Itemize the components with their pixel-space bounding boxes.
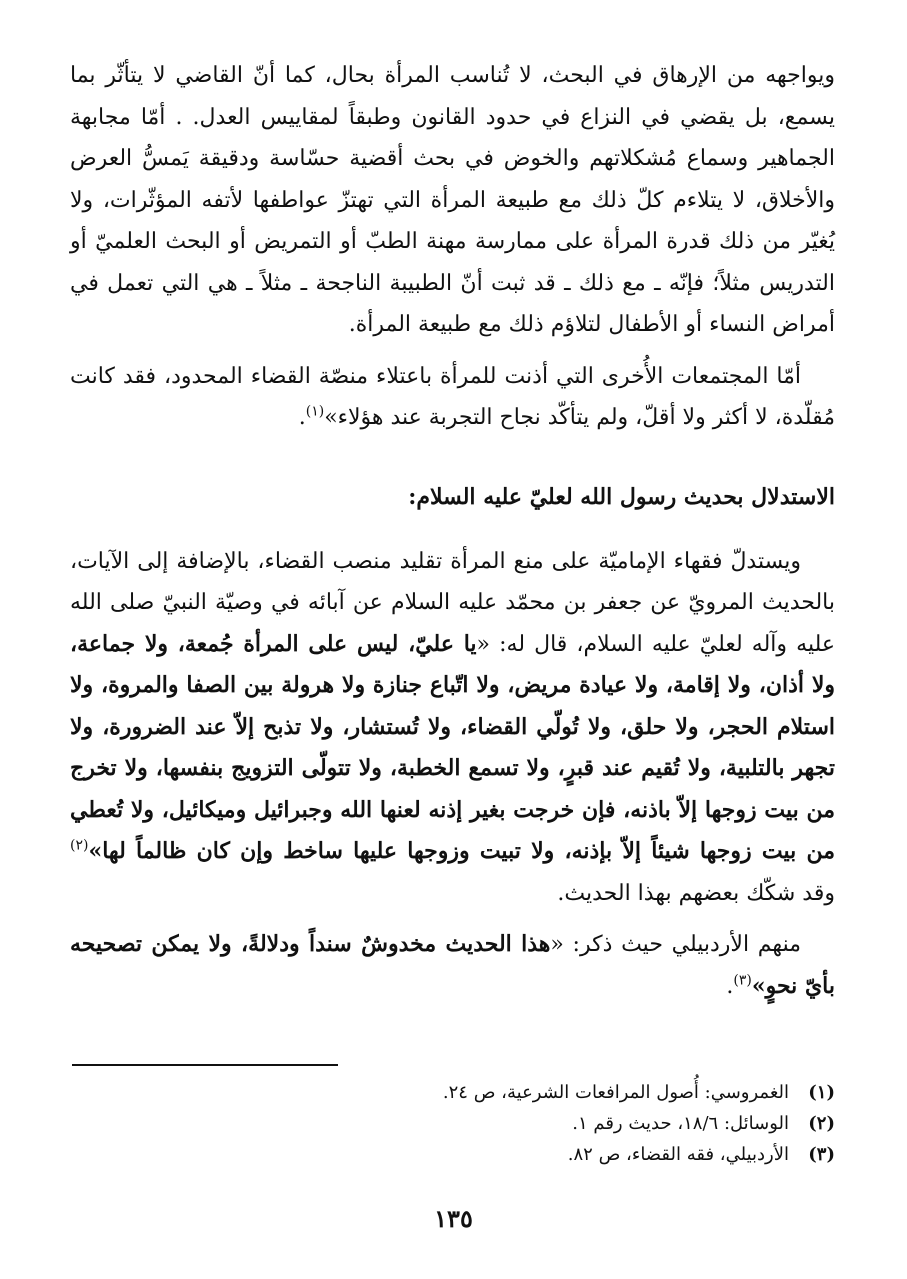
page-body: [70, 55, 835, 1007]
paragraph-2-text: أمّا المجتمعات الأُخرى التي أذنت للمرأة باعتلاء منصّة القضاء المحدود، فقد كانت مُقلّدة، لا أكثر ولا أقلّ، ولم يتأكّد نجاح التجربة عند هؤلاء»: [70, 363, 835, 430]
paragraph-2-end: .: [298, 405, 306, 430]
ardabili-quote: هذا الحديث مخدوشٌ سنداً ودلالةً، ولا يمكن تصحيحه بأيّ نحوٍ»: [70, 931, 835, 999]
footnote-ref-3[interactable]: (٣): [733, 972, 752, 989]
footnote-ref-2[interactable]: (٢): [70, 837, 89, 854]
page-number: ١٣٥: [434, 1204, 473, 1233]
footnote-2: [72, 1108, 835, 1139]
footnote-ref-1[interactable]: (١): [305, 403, 325, 420]
paragraph-3-text: ويستدلّ فقهاء الإماميّة على منع المرأة تقليد منصب القضاء، بالإضافة إلى الآيات، بالحديث المرويّ عن جعفر بن محمّد عليه السلام عن آبائه في وصيّة النبيّ صلى الله عليه وآله لعليّ عليه السلام، قال له: «: [70, 548, 835, 657]
paragraph-3-end: وقد شكّك بعضهم بهذا الحديث.: [557, 880, 835, 906]
hadith-quote: يا عليّ، ليس على المرأة جُمعة، ولا جماعة، ولا أذان، ولا إقامة، ولا عيادة مريض، ولا اتّباع جنازة ولا هرولة بين الصفا والمروة، ولا استلام الحجر، ولا حلق، ولا تُولّي القضاء، ولا تُستشار، ولا تذبح إلاّ عند الضرورة، ولا تجهر بالتلبية، ولا تُقيم عند قبرٍ، ولا تسمع الخطبة، ولا تتولّى التزويج بنفسها، ولا تخرج من بيت زوجها إلاّ باذنه، فإن خرجت بغير إذنه لعنها الله وجبرائيل وميكائيل، ولا تُعطي من بيت زوجها شيئاً إلاّ بإذنه، ولا تبيت وزوجها عليها ساخط وإن كان ظالماً لها»: [70, 630, 835, 864]
paragraph-2: [70, 356, 835, 439]
footnotes: [72, 1077, 835, 1170]
footnote-text: الغمروسي: أُصول المرافعات الشرعية، ص ٢٤.: [442, 1082, 789, 1103]
footnote-text: الوسائل: ١٨/٦، حديث رقم ١.: [572, 1113, 789, 1134]
footnote-text: الأردبيلي، فقه القضاء، ص ٨٢.: [567, 1144, 789, 1165]
footnote-1: [72, 1077, 835, 1108]
paragraph-4: [70, 924, 835, 1007]
footnote-number: (٣): [808, 1144, 835, 1165]
section-heading: الاستدلال بحديث رسول الله لعليّ عليه السلام:: [408, 483, 835, 510]
footnote-number: (١): [808, 1082, 835, 1103]
paragraph-4-text: منهم الأردبيلي حيث ذكر: «: [550, 932, 801, 957]
paragraph-3: [70, 541, 835, 915]
footnote-number: (٢): [808, 1113, 835, 1134]
footnote-3: [72, 1139, 835, 1170]
paragraph-4-end: .: [726, 973, 734, 999]
paragraph-1: ويواجهه من الإرهاق في البحث، لا تُناسب المرأة بحال، كما أنّ القاضي لا يتأثّر بما يسمع، بل يقضي في النزاع في حدود القانون وطبقاً لمقاييس العدل. . أمّا مجابهة الجماهير وسماع مُشكلاتهم والخوض في بحث أقضية حسّاسة ودقيقة يَمسُّ العرض والأخلاق، لا يتلاءم كلّ ذلك مع طبيعة المرأة التي تهتزّ عواطفها لأتفه المؤثّرات، ولا يُغيّر من ذلك قدرة المرأة على ممارسة مهنة الطبّ أو التمريض أو البحث العلميّ أو التدريس مثلاً؛ فإنّه ـ مع ذلك ـ قد ثبت أنّ الطبيبة الناجحة ـ مثلاً ـ هي التي تعمل في أمراض النساء أو الأطفال لتلاؤم ذلك مع طبيعة المرأة.: [70, 63, 835, 337]
footnote-separator: [72, 1064, 338, 1066]
